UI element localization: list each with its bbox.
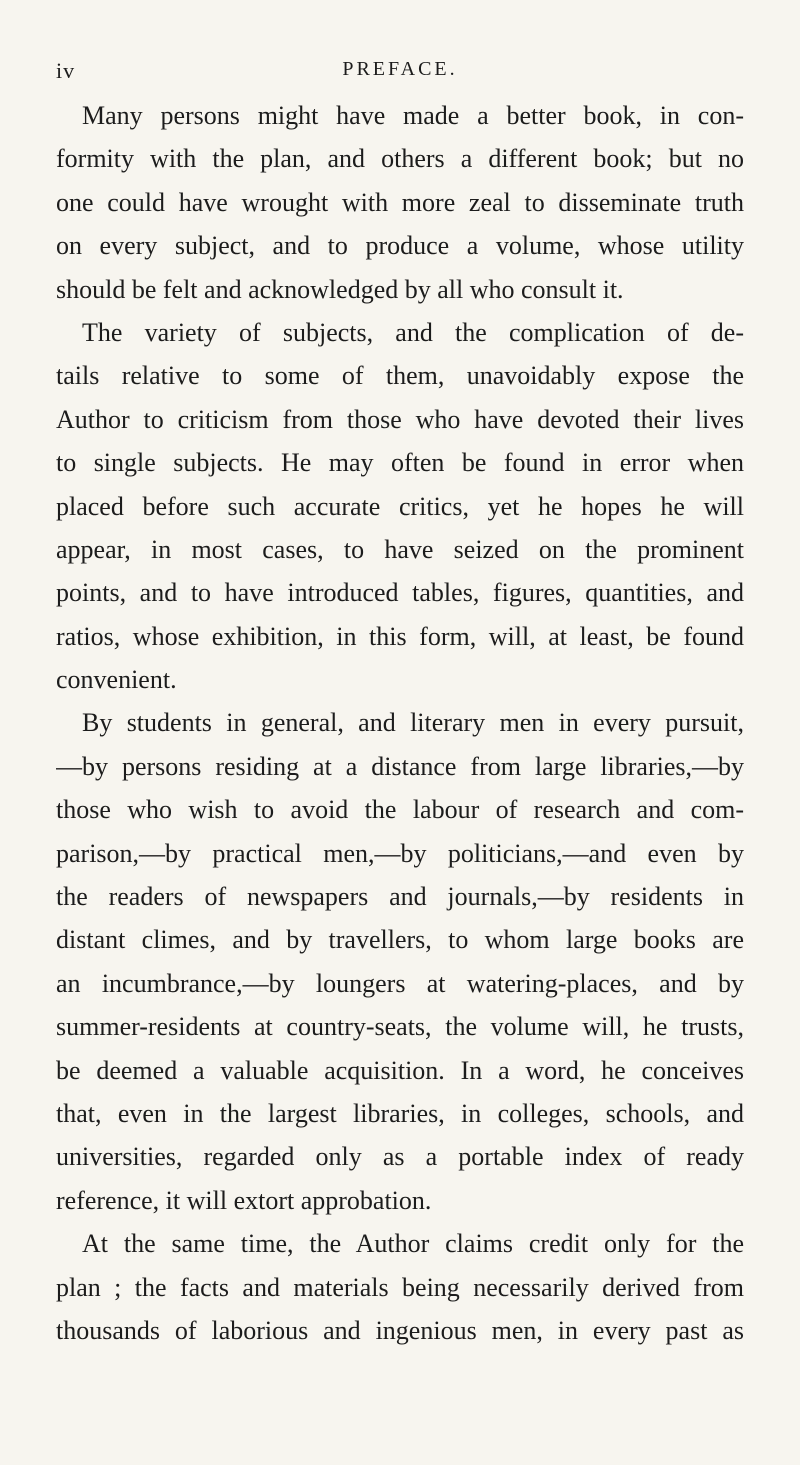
- text-line: that, even in the largest libraries, in colleges, schools, and: [56, 1098, 744, 1128]
- text-line: to single subjects. He may often be found in error when: [56, 448, 744, 478]
- text-line: those who wish to avoid the labour of research and com-: [56, 795, 744, 825]
- text-line: At the same time, the Author claims credit only for the: [82, 1229, 744, 1259]
- text-line: appear, in most cases, to have seized on the prominent: [56, 534, 744, 564]
- running-title: PREFACE.: [342, 58, 458, 80]
- text-line: points, and to have introduced tables, figures, quantities, and: [56, 578, 744, 608]
- text-line: ratios, whose exhibition, in this form, will, at least, be found: [56, 621, 744, 651]
- text-line: thousands of laborious and ingenious men, in every past as: [56, 1315, 744, 1345]
- text-line: The variety of subjects, and the complication of de-: [82, 317, 744, 347]
- text-line: —by persons residing at a distance from large libraries,—by: [56, 751, 744, 781]
- text-line: the readers of newspapers and journals,—by residents in: [56, 882, 744, 912]
- text-line: an incumbrance,—by loungers at watering-places, and by: [56, 968, 744, 998]
- text-line: on every subject, and to produce a volume, whose utility: [56, 231, 744, 261]
- text-line: distant climes, and by travellers, to whom large books are: [56, 925, 744, 955]
- text-line: Many persons might have made a better book, in con-: [82, 101, 744, 130]
- page-number: iv: [56, 58, 76, 83]
- text-line: be deemed a valuable acquisition. In a word, he conceives: [56, 1055, 744, 1085]
- text-line: summer-residents at country-seats, the volume will, he trusts,: [56, 1012, 744, 1042]
- text-line: placed before such accurate critics, yet he hopes he will: [56, 491, 744, 521]
- text-line: universities, regarded only as a portable index of ready: [56, 1142, 744, 1172]
- text-line: tails relative to some of them, unavoidably expose the: [56, 361, 744, 391]
- text-line: one could have wrought with more zeal to disseminate truth: [56, 187, 744, 217]
- running-head: [56, 58, 744, 88]
- text-line: should be felt and acknowledged by all who consult it.: [56, 274, 624, 304]
- text-line: parison,—by practical men,—by politicians,—and even by: [56, 838, 744, 868]
- body-text: [56, 94, 744, 1352]
- text-line: plan ; the facts and materials being necessarily derived from: [56, 1272, 744, 1302]
- text-line: Author to criticism from those who have devoted their lives: [56, 404, 744, 434]
- text-line: reference, it will extort approbation.: [56, 1185, 432, 1215]
- text-line: formity with the plan, and others a different book; but no: [56, 144, 744, 174]
- text-line: By students in general, and literary men in every pursuit,: [82, 708, 744, 738]
- text-line: convenient.: [56, 665, 177, 695]
